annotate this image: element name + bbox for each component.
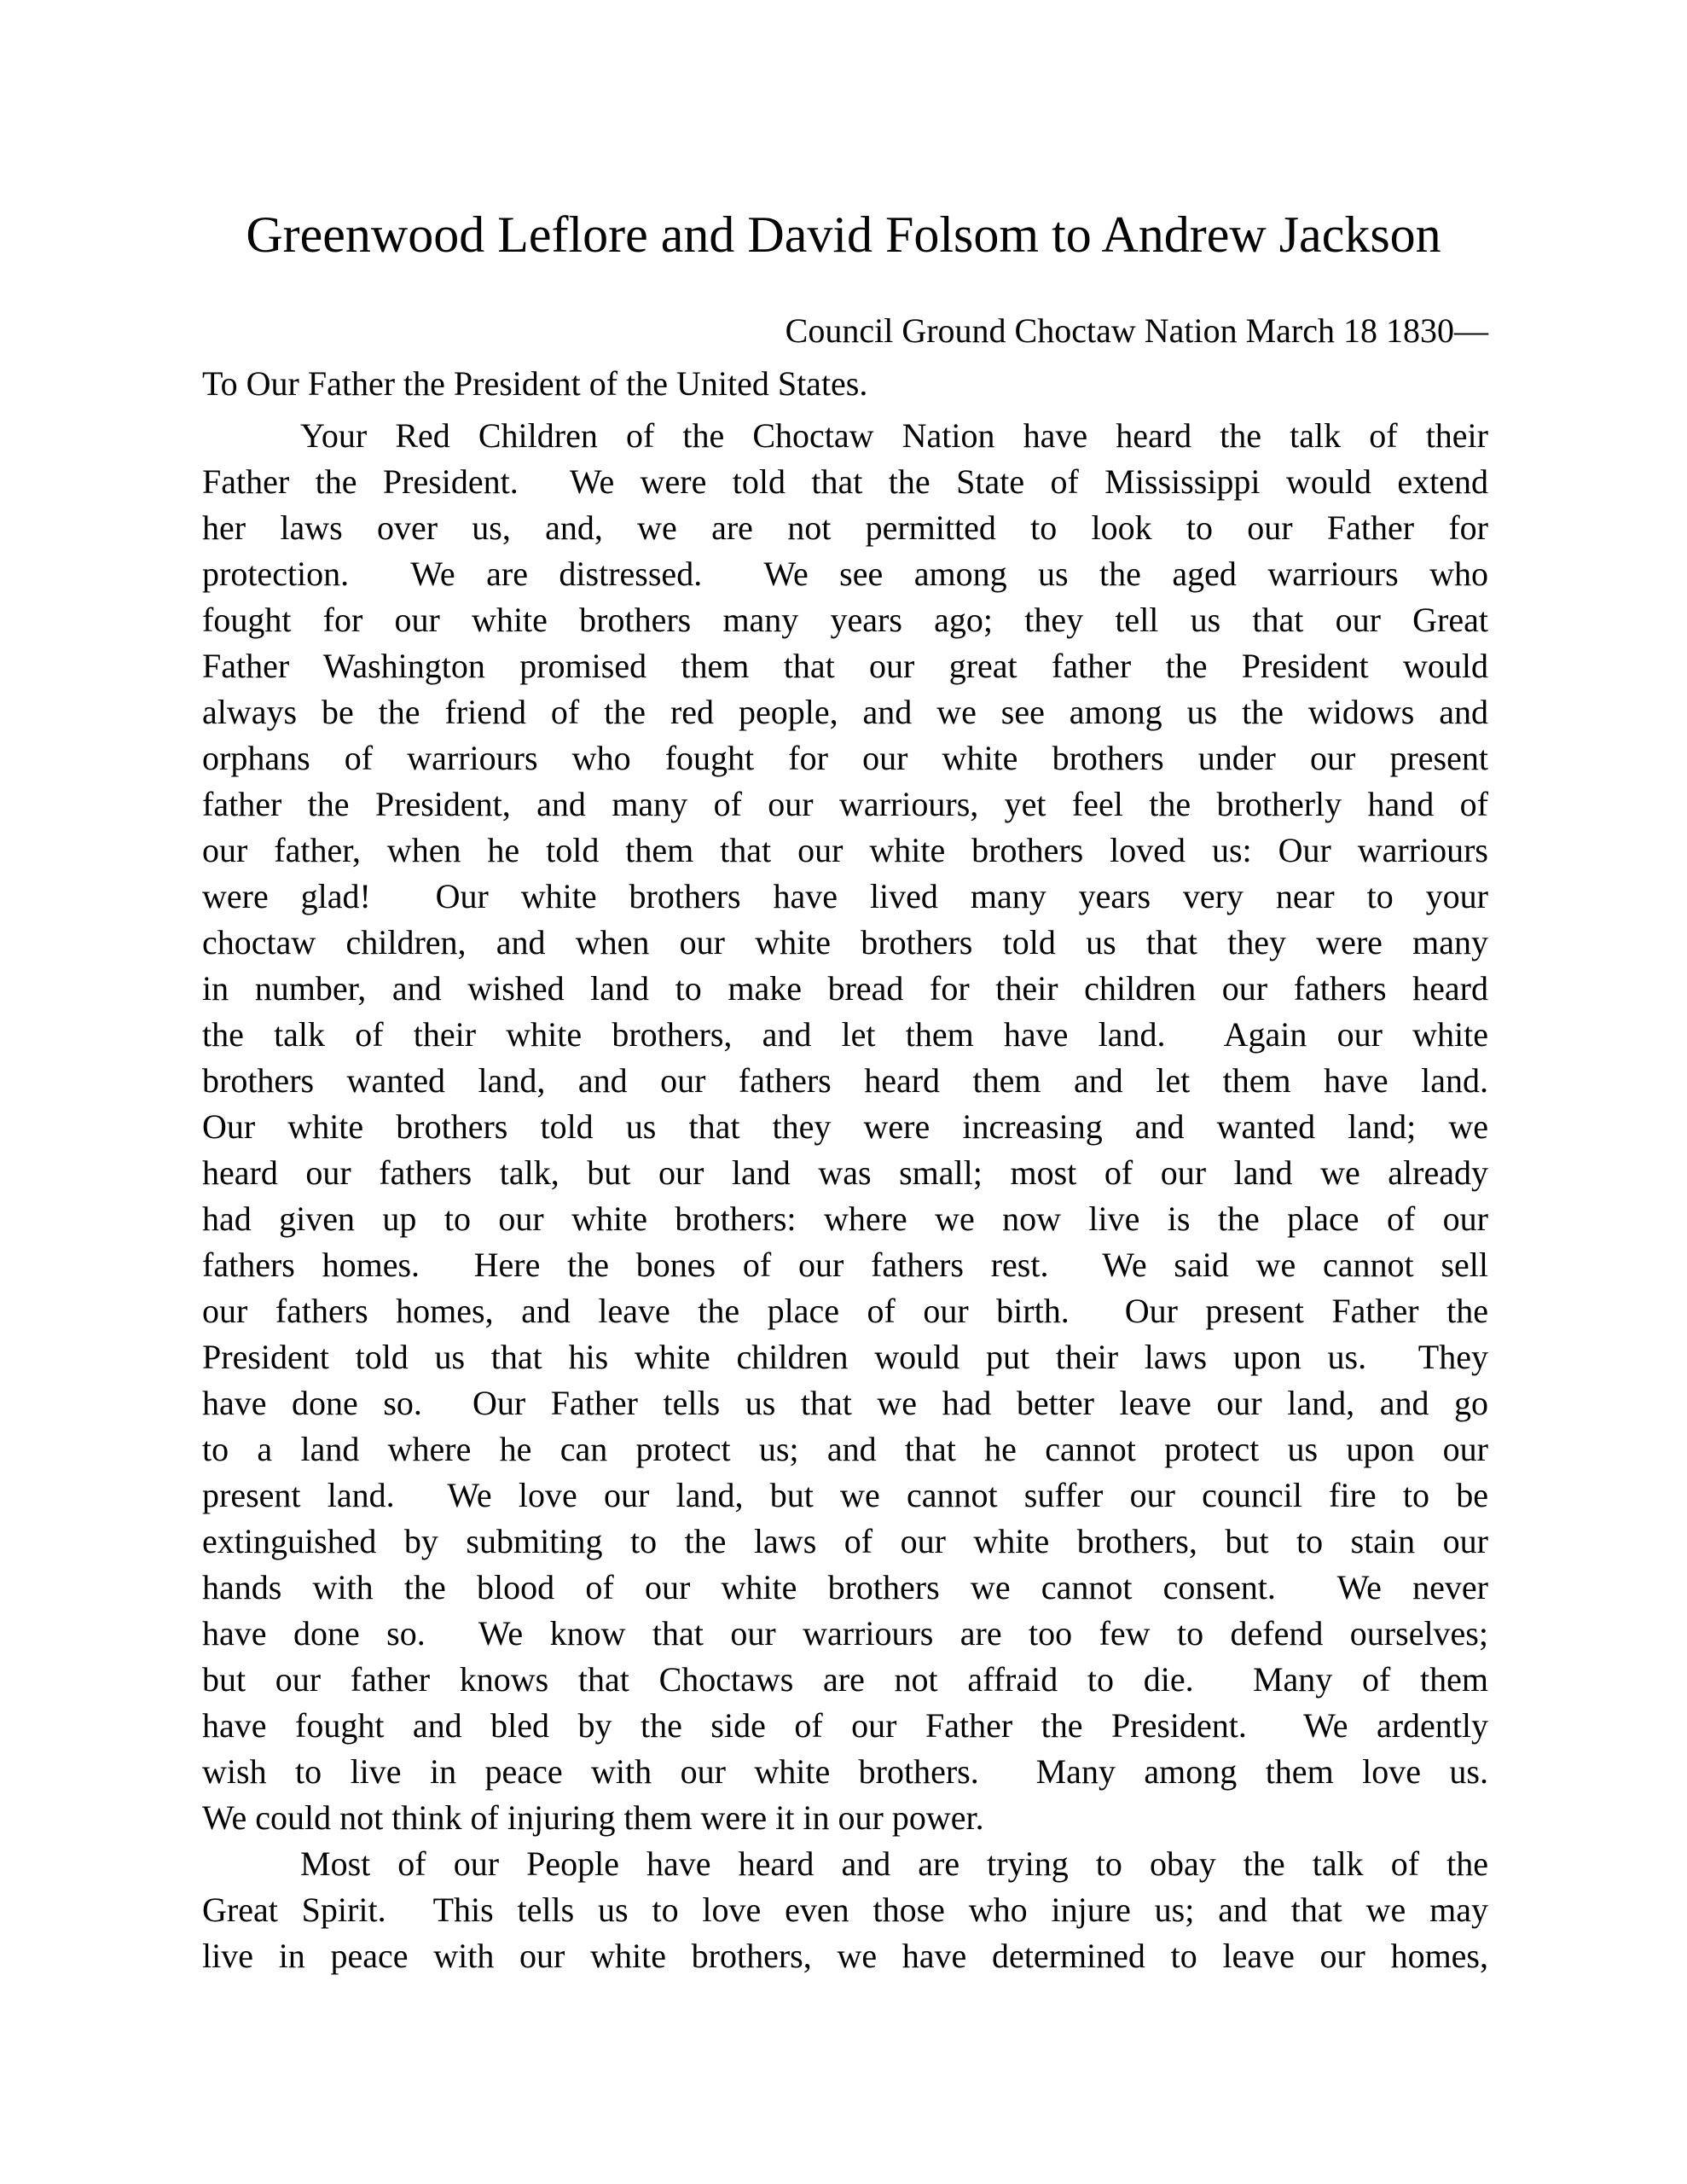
- text-line: choctaw children, and when our white brothers told us that they were many: [202, 923, 1488, 961]
- text-line: had given up to our white brothers: where we now live is the place of our: [202, 1199, 1488, 1238]
- text-line: have fought and bled by the side of our Father the President. We ardently: [202, 1706, 1488, 1745]
- text-line: protection. We are distressed. We see among us the aged warriours who: [202, 555, 1488, 593]
- text-line: heard our fathers talk, but our land was small; most of our land we already: [202, 1153, 1488, 1192]
- text-line: fathers homes. Here the bones of our fathers rest. We said we cannot sell: [202, 1246, 1488, 1284]
- text-line: present land. We love our land, but we cannot suffer our council fire to be: [202, 1476, 1488, 1514]
- text-line: hands with the blood of our white brothers we cannot consent. We never: [202, 1568, 1488, 1606]
- text-line: father the President, and many of our warriours, yet feel the brotherly hand of: [202, 785, 1488, 823]
- text-line: fought for our white brothers many years ago; they tell us that our Great: [202, 601, 1488, 639]
- paragraph: [202, 1841, 1488, 1979]
- text-line: Your Red Children of the Choctaw Nation have heard the talk of their: [300, 416, 1488, 455]
- document-title: Greenwood Leflore and David Folsom to Andrew Jackson: [246, 206, 1441, 263]
- text-line: Our white brothers told us that they were increasing and wanted land; we: [202, 1107, 1488, 1146]
- text-line: our father, when he told them that our white brothers loved us: Our warriours: [202, 831, 1488, 869]
- text-line: her laws over us, and, we are not permitted to look to our Father for: [202, 508, 1488, 547]
- paragraph: [202, 413, 1488, 1841]
- text-line: but our father knows that Choctaws are not affraid to die. Many of them: [202, 1660, 1488, 1699]
- text-line: wish to live in peace with our white brothers. Many among them love us.: [202, 1752, 1488, 1791]
- text-line: live in peace with our white brothers, we have determined to leave our homes,: [202, 1937, 1488, 1975]
- text-line: Great Spirit. This tells us to love even those who injure us; and that we may: [202, 1891, 1488, 1929]
- text-line: have done so. We know that our warriours are too few to defend ourselves;: [202, 1614, 1488, 1653]
- text-line: We could not think of injuring them were it in our power.: [202, 1798, 984, 1837]
- text-line: Most of our People have heard and are trying to obay the talk of the: [300, 1844, 1488, 1883]
- text-line: in number, and wished land to make bread for their children our fathers heard: [202, 969, 1488, 1008]
- text-line: were glad! Our white brothers have lived many years very near to your: [202, 877, 1488, 915]
- text-line: to a land where he can protect us; and that he cannot protect us upon our: [202, 1430, 1488, 1468]
- dateline: Council Ground Choctaw Nation March 18 1830—: [785, 311, 1488, 350]
- text-line: brothers wanted land, and our fathers heard them and let them have land.: [202, 1061, 1488, 1100]
- text-line: our fathers homes, and leave the place of our birth. Our present Father the: [202, 1292, 1488, 1330]
- text-line: President told us that his white children would put their laws upon us. They: [202, 1338, 1488, 1376]
- text-line: have done so. Our Father tells us that we had better leave our land, and go: [202, 1384, 1488, 1422]
- text-line: extinguished by submiting to the laws of our white brothers, but to stain our: [202, 1522, 1488, 1560]
- text-line: the talk of their white brothers, and let them have land. Again our white: [202, 1015, 1488, 1054]
- text-line: Father Washington promised them that our great father the President would: [202, 647, 1488, 685]
- text-line: always be the friend of the red people, and we see among us the widows and: [202, 693, 1488, 731]
- text-line: orphans of warriours who fought for our white brothers under our present: [202, 739, 1488, 777]
- text-line: Father the President. We were told that the State of Mississippi would extend: [202, 462, 1488, 501]
- salutation: To Our Father the President of the United States.: [202, 364, 868, 403]
- letter-body: [202, 413, 1488, 1979]
